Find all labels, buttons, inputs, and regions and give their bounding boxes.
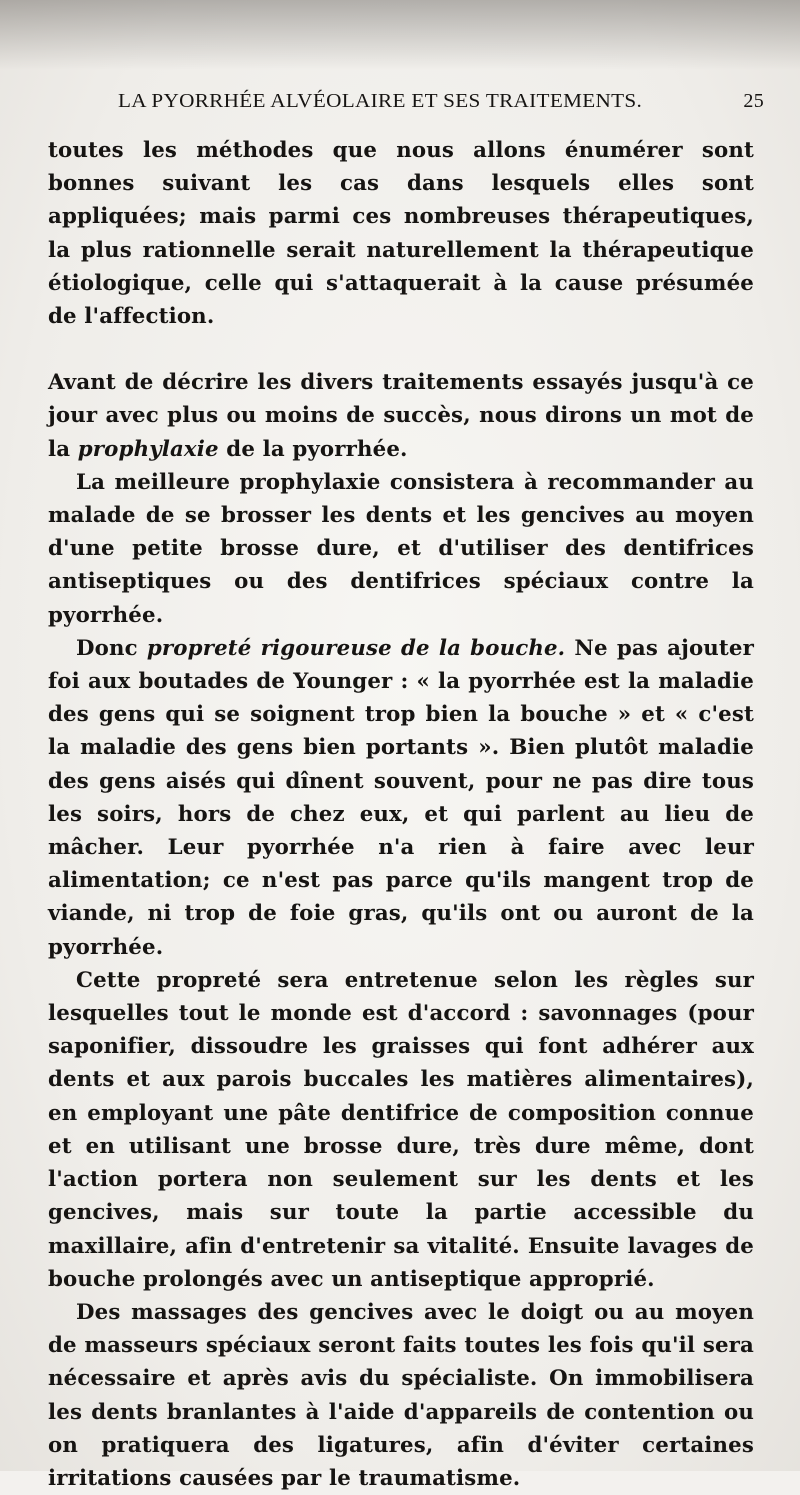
- paragraph-5: Cette propreté sera entretenue selon les règles sur lesquelles tout le monde est d'accord : savonnages (pour saponifier, dissoudre les graisses qui font adhérer aux dents et aux parois buccales les matières alimentaires), en employant une pâte dentifrice de composition connue et en utilisant une brosse dure, très dure même, dont l'action portera non seulement sur les dents et les gencives, mais sur toute la partie accessible du maxillaire, afin d'entretenir sa vitalité. Ensuite lavages de bouche prolongés avec un antiseptique approprié.: [48, 967, 754, 1292]
- scan-shadow: [0, 0, 800, 70]
- paragraph-2-emphasis: prophylaxie: [77, 436, 219, 462]
- body-text: [48, 134, 754, 1495]
- paragraph-2-text-start: Avant de décrire les divers traitements essayés jusqu'à ce jour avec plus ou moins de succès, nous dirons un mot de la: [48, 370, 754, 462]
- paragraph-6: Des massages des gencives avec le doigt ou au moyen de masseurs spéciaux seront faits toutes les fois qu'il sera nécessaire et après avis du spécialiste. On immobilisera les dents branlantes à l'aide d'appareils de contention ou on pratiquera des ligatures, afin d'éviter certaines irritations causées par le traumatisme.: [48, 1299, 754, 1491]
- page-header: [118, 90, 764, 120]
- paragraph-4-text-start: Donc: [76, 635, 147, 661]
- running-title: LA PYORRHÉE ALVÉOLAIRE ET SES TRAITEMENTS.: [118, 90, 643, 112]
- paragraph-3: La meilleure prophylaxie consistera à recommander au malade de se brosser les dents et les gencives au moyen d'une petite brosse dure, et d'utiliser des dentifrices antiseptiques ou des dentifrices spéciaux contre la pyorrhée.: [48, 469, 754, 628]
- paragraph-2-text-end: de la pyorrhée.: [218, 436, 408, 462]
- paragraph-4-emphasis: propreté rigoureuse de la bouche.: [146, 635, 566, 661]
- paragraph-2: [48, 366, 754, 466]
- page-number: 25: [743, 90, 764, 112]
- paragraph-4: [48, 632, 754, 964]
- paragraph-1: toutes les méthodes que nous allons énumérer sont bonnes suivant les cas dans lesquels elles sont appliquées; mais parmi ces nombreuses thérapeutiques, la plus rationnelle serait naturellement la thérapeutique étiologique, celle qui s'attaquerait à la cause présumée de l'affection.: [48, 138, 754, 330]
- paragraph-4-text-end: Ne pas ajouter foi aux boutades de Younger : « la pyorrhée est la maladie des gens qui se soignent trop bien la bouche » et « c'est la maladie des gens bien portants ». Bien plutôt maladie des gens aisés qui dînent souvent, pour ne pas dire tous les soirs, hors de chez eux, et qui parlent au lieu de mâcher. Leur pyorrhée n'a rien à faire avec leur alimentation; ce n'est pas parce qu'ils mangent trop de viande, ni trop de foie gras, qu'ils ont ou auront de la pyorrhée.: [48, 635, 754, 960]
